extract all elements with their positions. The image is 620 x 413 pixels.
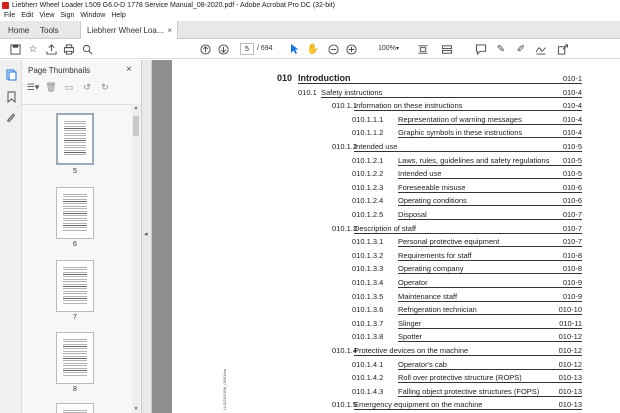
toc-entry[interactable]: [172, 276, 582, 288]
toc-entry-page: 010-8: [562, 264, 582, 274]
toc-entry-underline: [398, 369, 582, 370]
zoom-out-icon[interactable]: [326, 42, 340, 56]
save-icon[interactable]: [8, 42, 22, 56]
toc-entry[interactable]: [172, 194, 582, 206]
thumbnail-list: [22, 104, 142, 413]
toc-entry[interactable]: [172, 290, 582, 302]
toc-entry-underline: [398, 219, 582, 220]
toc-entry-underline: [398, 382, 582, 383]
toc-entry[interactable]: [172, 126, 582, 138]
toc-entry-label: Graphic symbols in these instructions: [398, 128, 523, 138]
toc-entry-number: 010.1.3.2: [352, 250, 384, 260]
zoom-in-icon[interactable]: [344, 42, 358, 56]
toc-entry-page: 010-8: [562, 250, 582, 260]
bookmarks-icon[interactable]: [4, 90, 18, 104]
toc-entry-label: Slinger: [398, 318, 422, 328]
page-thumbnail[interactable]: [56, 260, 94, 312]
toc-entry[interactable]: [172, 113, 582, 125]
toc-entry[interactable]: [172, 398, 582, 410]
toc-entry-number: 010.1.3.8: [352, 332, 384, 342]
toc-entry-label: Maintenance staff: [398, 291, 458, 301]
share-icon[interactable]: [556, 42, 570, 56]
next-page-icon[interactable]: [216, 42, 230, 56]
document-page: [172, 60, 620, 413]
upload-icon[interactable]: [44, 42, 58, 56]
zoom-level[interactable]: 100%: [378, 45, 396, 52]
toc-entry-page: 010-10: [558, 305, 582, 315]
page-number-input[interactable]: 5: [240, 43, 254, 55]
toc-entry-page: 010-12: [558, 359, 582, 369]
toc-entry-number: 010: [277, 73, 293, 83]
toc-entry-label: Operator's cab: [398, 359, 447, 369]
toc-entry-page: 010-4: [562, 87, 582, 97]
toc-entry-label: Operating company: [398, 264, 464, 274]
toc-entry[interactable]: [172, 303, 582, 315]
toc-entry[interactable]: [172, 358, 582, 370]
toc-entry-underline: [398, 328, 582, 329]
toc-entry-underline: [398, 178, 582, 179]
toc-entry-page: 010-5: [562, 169, 582, 179]
toc-entry-underline: [398, 301, 582, 302]
toc-entry[interactable]: [172, 154, 582, 166]
menu-window[interactable]: Window: [80, 12, 106, 19]
toc-entry-label: Operating conditions: [398, 196, 467, 206]
toc-entry-underline: [354, 233, 582, 234]
toc-entry-number: 010.1.2.4: [352, 196, 384, 206]
thumbnail-options-icon[interactable]: ☰▾: [26, 82, 40, 92]
toc-entry-number: 010.1.4.3: [352, 386, 384, 396]
acrobat-icon: [2, 2, 9, 9]
toc-entry-page: 010-4: [562, 101, 582, 111]
scroll-mode-icon[interactable]: [440, 42, 454, 56]
tab-document-label: Liebherr Wheel Loa...: [87, 25, 164, 35]
comment-icon[interactable]: [474, 42, 488, 56]
menu-bar: [0, 10, 620, 21]
toc-entry-underline: [398, 205, 582, 206]
toc-entry-page: 010-6: [562, 196, 582, 206]
page-thumbnail[interactable]: [56, 187, 94, 239]
toc-entry[interactable]: [172, 222, 582, 234]
toc-entry-label: Falling object protective structures (FOPS): [398, 386, 540, 396]
toc-entry-label: Intended use: [354, 142, 398, 151]
document-viewer[interactable]: [152, 60, 620, 413]
toc-entry[interactable]: [172, 86, 582, 98]
toc-entry-label: Information on these instructions: [354, 101, 463, 111]
toc-entry[interactable]: [172, 167, 582, 179]
page-fit-icon[interactable]: [416, 42, 430, 56]
toc-entry[interactable]: [172, 208, 582, 220]
page-total: / 694: [257, 45, 273, 52]
toc-entry[interactable]: [172, 140, 582, 152]
toc-entry-underline: [398, 396, 582, 397]
rotate-left-icon[interactable]: ↺: [83, 82, 91, 92]
zoom-dropdown-icon[interactable]: ▾: [396, 46, 400, 52]
insert-page-icon[interactable]: ▭: [64, 82, 74, 92]
thumbnail-page-number: 8: [73, 386, 77, 393]
toc-entry[interactable]: [172, 317, 582, 329]
toc-entry-page: 010-12: [558, 346, 582, 355]
toc-entry-page: 010-4: [562, 128, 582, 138]
toc-entry-underline: [354, 151, 582, 152]
left-rail: [0, 60, 22, 413]
search-icon[interactable]: [80, 42, 94, 56]
page-thumbnails-panel: [22, 60, 142, 413]
toc-entry[interactable]: [172, 344, 582, 356]
toc-entry-label: Laws, rules, guidelines and safety regulations: [398, 155, 550, 165]
toc-entry-label: Roll over protective structure (ROPS): [398, 373, 522, 383]
toc-entry-page: 010-13: [558, 400, 582, 410]
toc-entry[interactable]: [172, 181, 582, 193]
toc-entry-label: Foreseeable misuse: [398, 182, 466, 192]
toc-entry-label: Requirements for staff: [398, 250, 472, 260]
panel-splitter[interactable]: [142, 60, 152, 413]
toc-entry-page: 010-4: [562, 114, 582, 124]
toc-entry-number: 010.1.4: [332, 346, 358, 355]
page-thumbnails-icon[interactable]: [4, 68, 18, 82]
toc-entry-label: Emergency equipment on the machine: [354, 400, 483, 410]
toc-entry-page: 010-13: [558, 386, 582, 396]
panel-title: Page Thumbnails: [28, 66, 91, 75]
toc-entry-underline: [398, 246, 582, 247]
toc-entry-number: 010.1.3.3: [352, 264, 384, 274]
menu-help[interactable]: Help: [111, 12, 126, 19]
attachments-icon[interactable]: [4, 112, 18, 126]
toc-entry-number: 010.1.2.3: [352, 182, 384, 192]
tab-home[interactable]: Home: [8, 25, 30, 35]
menu-file[interactable]: File: [4, 12, 16, 19]
scroll-down-icon[interactable]: ▼: [133, 406, 139, 412]
toc-entry-underline: [354, 110, 582, 111]
toc-entry[interactable]: [172, 249, 582, 261]
toc-entry[interactable]: [172, 371, 582, 383]
toc-entry-label: Representation of warning messages: [398, 114, 522, 124]
pen-highlight-icon[interactable]: ✎: [496, 43, 506, 55]
draw-icon[interactable]: ✐: [516, 43, 526, 55]
scroll-up-icon[interactable]: ▲: [133, 105, 139, 111]
toc-entry-number: 010.1.3: [332, 223, 358, 233]
toc-entry-underline: [398, 314, 582, 315]
menu-sign[interactable]: Sign: [60, 12, 75, 19]
toc-entry-page: 010-5: [562, 155, 582, 165]
toc-entry-underline: [398, 124, 582, 125]
toc-entry-label: Disposal: [398, 210, 427, 219]
toc-entry-label: Protective devices on the machine: [354, 346, 469, 355]
toc-entry-number: 010.1.4.2: [352, 373, 384, 383]
thumbnail-page-number: 7: [73, 314, 77, 321]
toc-entry-page: 010-9: [562, 278, 582, 287]
thumbnail-page-number: 5: [73, 168, 77, 175]
toc-entry[interactable]: [172, 330, 582, 342]
toc-entry-label: Refrigeration technician: [398, 305, 477, 315]
toc-entry-label: Description of staff: [354, 223, 416, 233]
toc-entry[interactable]: [172, 99, 582, 111]
toc-entry-number: 010.1.3.5: [352, 291, 384, 301]
page-thumbnail[interactable]: [56, 332, 94, 384]
toc-entry-page: 010-12: [558, 332, 582, 342]
toc-entry-page: 010-6: [562, 182, 582, 192]
page-thumbnail[interactable]: [56, 403, 94, 413]
rotate-right-icon[interactable]: ↻: [101, 82, 109, 92]
panel-close-icon[interactable]: ×: [126, 64, 132, 75]
window-title: Liebherr Wheel Loader L509 G6.0-D 1778 Service Manual_08-2020.pdf - Adobe Acrobat Pro DC (32-bit): [12, 1, 335, 9]
toc-entry[interactable]: [172, 262, 582, 274]
toc-entry-number: 010.1.1.2: [352, 128, 384, 138]
toc-entry-label: Personal protective equipment: [398, 237, 500, 247]
toc-entry-label: Introduction: [298, 73, 351, 83]
toc-entry-underline: [398, 287, 582, 288]
tab-bar: [0, 21, 620, 39]
thumbnail-scrollbar[interactable]: [132, 104, 140, 413]
thumbnail-page-number: 6: [73, 241, 77, 248]
toolbar: [0, 39, 620, 59]
toc-entry-number: 010.1.2.1: [352, 155, 384, 165]
toc-entry-underline: [398, 260, 582, 261]
toc-entry-page: 010-7: [562, 223, 582, 233]
select-cursor-icon[interactable]: [288, 42, 302, 56]
toc-entry-underline: [298, 83, 582, 84]
menu-view[interactable]: View: [39, 12, 55, 19]
hand-tool-icon[interactable]: ✋: [306, 43, 320, 55]
toc-entry-underline: [398, 273, 582, 274]
toc-entry-label: Spotter: [398, 332, 423, 342]
toc-entry[interactable]: [172, 235, 582, 247]
sign-icon[interactable]: [534, 42, 548, 56]
collapse-panel-icon[interactable]: ◂: [144, 231, 148, 238]
toc-entry-page: 010-1: [562, 74, 582, 83]
previous-page-icon[interactable]: [198, 42, 212, 56]
toc-entry-page: 010-9: [562, 291, 582, 301]
toc-entry-underline: [354, 409, 582, 410]
bookmark-star-icon[interactable]: ☆: [28, 43, 38, 55]
toc-entry-number: 010.1.3.4: [352, 278, 384, 287]
delete-page-icon[interactable]: 🗑: [45, 82, 57, 92]
toc-entry[interactable]: [172, 72, 582, 84]
page-thumbnail[interactable]: [56, 113, 94, 165]
toc-entry-number: 010.1.3.7: [352, 318, 384, 328]
panel-toolbar: [26, 82, 116, 96]
tab-tools[interactable]: Tools: [40, 25, 59, 35]
toc-entry-number: 010.1.5: [332, 400, 358, 410]
toc-entry-number: 010.1.4.1: [352, 359, 384, 369]
toc-entry-page: 010-5: [562, 142, 582, 151]
toc-entry-number: 010.1.3.1: [352, 237, 384, 247]
toc-entry-number: 010.1.2: [332, 142, 358, 151]
toc-entry-number: 010.1.1: [332, 101, 358, 111]
toc-entry-number: 010.1.2.5: [352, 210, 384, 219]
tab-close-icon[interactable]: ×: [167, 25, 172, 35]
title-bar: [0, 0, 620, 10]
toc-entry[interactable]: [172, 385, 582, 397]
toc-entry-number: 010.1.2.2: [352, 169, 384, 179]
scrollbar-thumb[interactable]: [133, 116, 139, 136]
toc-entry-number: 010.1.1.1: [352, 114, 384, 124]
menu-edit[interactable]: Edit: [21, 12, 34, 19]
toc-entry-page: 010-13: [558, 373, 582, 383]
toc-entry-underline: [398, 165, 582, 166]
toc-entry-underline: [398, 192, 582, 193]
document-side-code: LLG/2020/08_05/01/en: [222, 369, 227, 410]
toc-entry-underline: [321, 97, 582, 98]
toc-entry-label: Intended use: [398, 169, 442, 179]
toc-entry-underline: [398, 137, 582, 138]
toc-entry-number: 010.1.3.6: [352, 305, 384, 315]
toc-entry-page: 010-11: [559, 318, 582, 328]
tab-document[interactable]: [80, 21, 178, 39]
toc-entry-page: 010-7: [562, 237, 582, 247]
toc-entry-label: Safety instructions: [321, 87, 383, 97]
toc-entry-page: 010-7: [562, 210, 582, 219]
toc-entry-number: 010.1: [298, 87, 317, 97]
toc-entry-underline: [354, 355, 582, 356]
toc-entry-label: Operator: [398, 278, 428, 287]
toc-entry-underline: [398, 341, 582, 342]
print-icon[interactable]: [62, 42, 76, 56]
